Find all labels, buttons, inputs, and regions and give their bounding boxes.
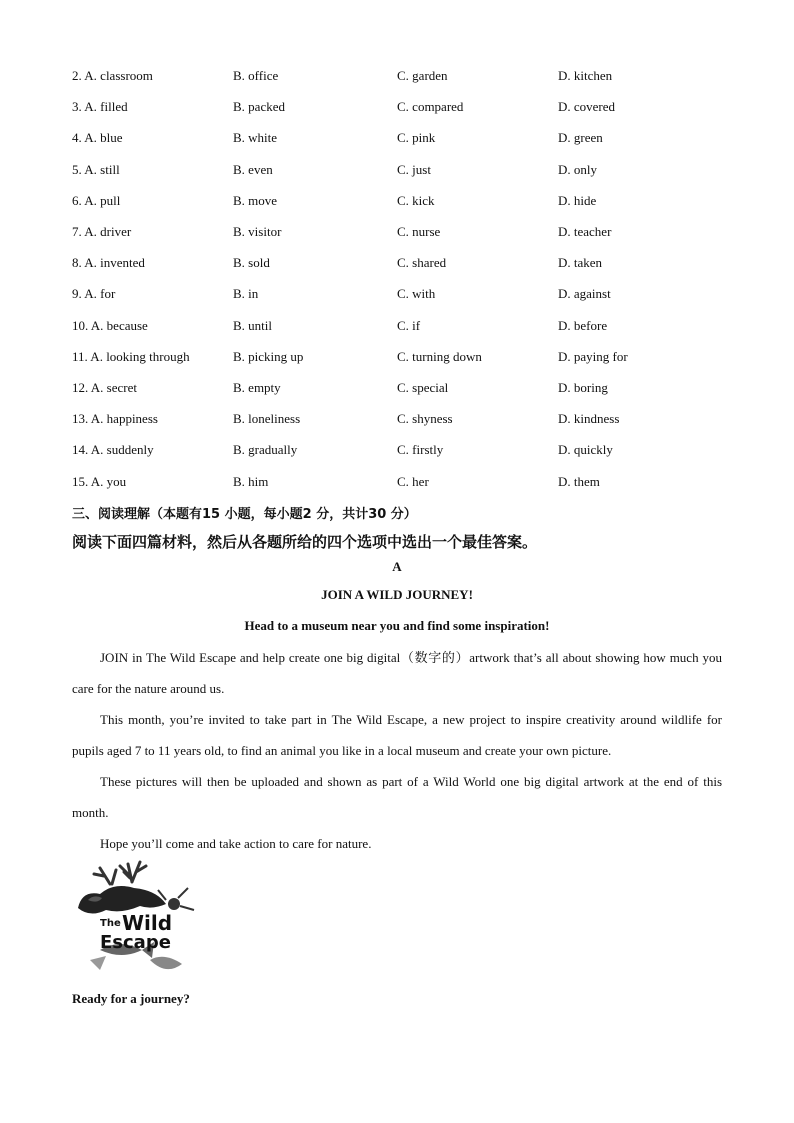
option-d: D. boring [558, 380, 608, 395]
option-b: B. visitor [233, 224, 282, 239]
option-b: B. loneliness [233, 411, 301, 427]
option-d: D. quickly [558, 442, 613, 458]
option-b: B. in [233, 286, 259, 302]
option-b: B. white [233, 130, 278, 146]
option-c: C. kick [397, 192, 435, 208]
option-d: D. before [558, 317, 608, 333]
option-a: 13. A. happiness [72, 411, 158, 427]
option-d: D. them [558, 473, 600, 489]
option-a: 7. A. driver [72, 224, 132, 239]
question-row [72, 97, 752, 117]
option-c: C. nurse [397, 224, 441, 239]
option-a: 3. A. filled [72, 99, 128, 115]
option-c: C. garden [397, 68, 448, 83]
logo-text: Escape [100, 932, 171, 953]
option-c: C. her [397, 473, 429, 489]
section-heading: 三、阅读理解（本题有15 小题，每小题2 分，共计30 分） [72, 507, 417, 522]
question-row [72, 347, 752, 367]
paragraph: This month, you’re invited to take part in The Wild Escape, a new project to inspire creativity around wildlife for pupils aged 7 to 11 years old, to find an animal you like in a local museum and create your own picture. [72, 712, 722, 758]
option-c: C. shared [397, 255, 447, 271]
option-a: 6. A. pull [72, 192, 121, 208]
question-row [72, 66, 752, 86]
option-a: 14. A. suddenly [72, 442, 154, 458]
option-b: B. packed [233, 99, 285, 115]
option-b: B. even [233, 161, 273, 177]
option-c: C. special [397, 380, 449, 395]
paragraph: JOIN in The Wild Escape and help create one big digital（数字的）artwork that’s all about showing how much you care for the nature around us. [72, 650, 722, 696]
option-d: D. against [558, 286, 611, 302]
option-b: B. gradually [233, 442, 298, 458]
option-d: D. taken [558, 255, 603, 271]
instructions: 阅读下面四篇材料，然后从各题所给的四个选项中选出一个最佳答案。 [72, 533, 538, 551]
option-a: 5. A. still [72, 161, 120, 177]
question-row [72, 440, 752, 460]
closing-question: Ready for a journey? [72, 991, 190, 1006]
option-b: B. sold [233, 255, 270, 271]
option-d: D. kitchen [558, 68, 613, 83]
question-row [72, 316, 752, 336]
option-b: B. empty [233, 380, 281, 395]
option-c: C. turning down [397, 348, 482, 364]
option-c: C. with [397, 286, 436, 302]
option-c: C. compared [397, 99, 464, 115]
option-a: 9. A. for [72, 286, 116, 302]
question-row [72, 160, 752, 180]
question-row [72, 378, 752, 398]
option-a: 4. A. blue [72, 130, 123, 146]
question-row [72, 284, 752, 304]
passage-letter: A [392, 559, 402, 574]
option-b: B. him [233, 473, 269, 489]
passage-title: JOIN A WILD JOURNEY! [321, 587, 473, 602]
option-a: 12. A. secret [72, 380, 137, 395]
passage-body [72, 642, 722, 859]
option-c: C. firstly [397, 442, 444, 458]
option-c: C. pink [397, 130, 436, 146]
logo-text: Wild [122, 911, 173, 935]
option-b: B. office [233, 68, 279, 83]
logo-text: The [100, 918, 121, 929]
option-c: C. just [397, 161, 431, 177]
wild-escape-logo [70, 860, 202, 978]
option-a: 8. A. invented [72, 255, 145, 271]
option-a: 15. A. you [72, 473, 127, 489]
option-a: 2. A. classroom [72, 68, 153, 83]
option-b: B. picking up [233, 348, 304, 364]
option-c: C. shyness [397, 411, 453, 427]
option-d: D. covered [558, 99, 616, 115]
paragraph: Hope you’ll come and take action to care for nature. [100, 836, 372, 851]
question-row [72, 191, 752, 211]
option-d: D. only [558, 161, 597, 177]
question-row [72, 409, 752, 429]
option-b: B. until [233, 317, 273, 333]
option-d: D. green [558, 130, 603, 146]
option-b: B. move [233, 192, 278, 208]
option-d: D. paying for [558, 348, 628, 364]
option-d: D. hide [558, 192, 597, 208]
option-c: C. if [397, 317, 421, 333]
passage-subtitle: Head to a museum near you and find some inspiration! [244, 618, 550, 633]
option-a: 11. A. looking through [72, 348, 190, 364]
option-d: D. kindness [558, 411, 620, 427]
paragraph: These pictures will then be uploaded and shown as part of a Wild World one big digital artwork at the end of this month. [72, 774, 722, 820]
question-row [72, 222, 752, 242]
option-d: D. teacher [558, 224, 612, 239]
question-row [72, 253, 752, 273]
question-row [72, 128, 752, 148]
option-a: 10. A. because [72, 317, 148, 333]
question-row [72, 472, 752, 492]
